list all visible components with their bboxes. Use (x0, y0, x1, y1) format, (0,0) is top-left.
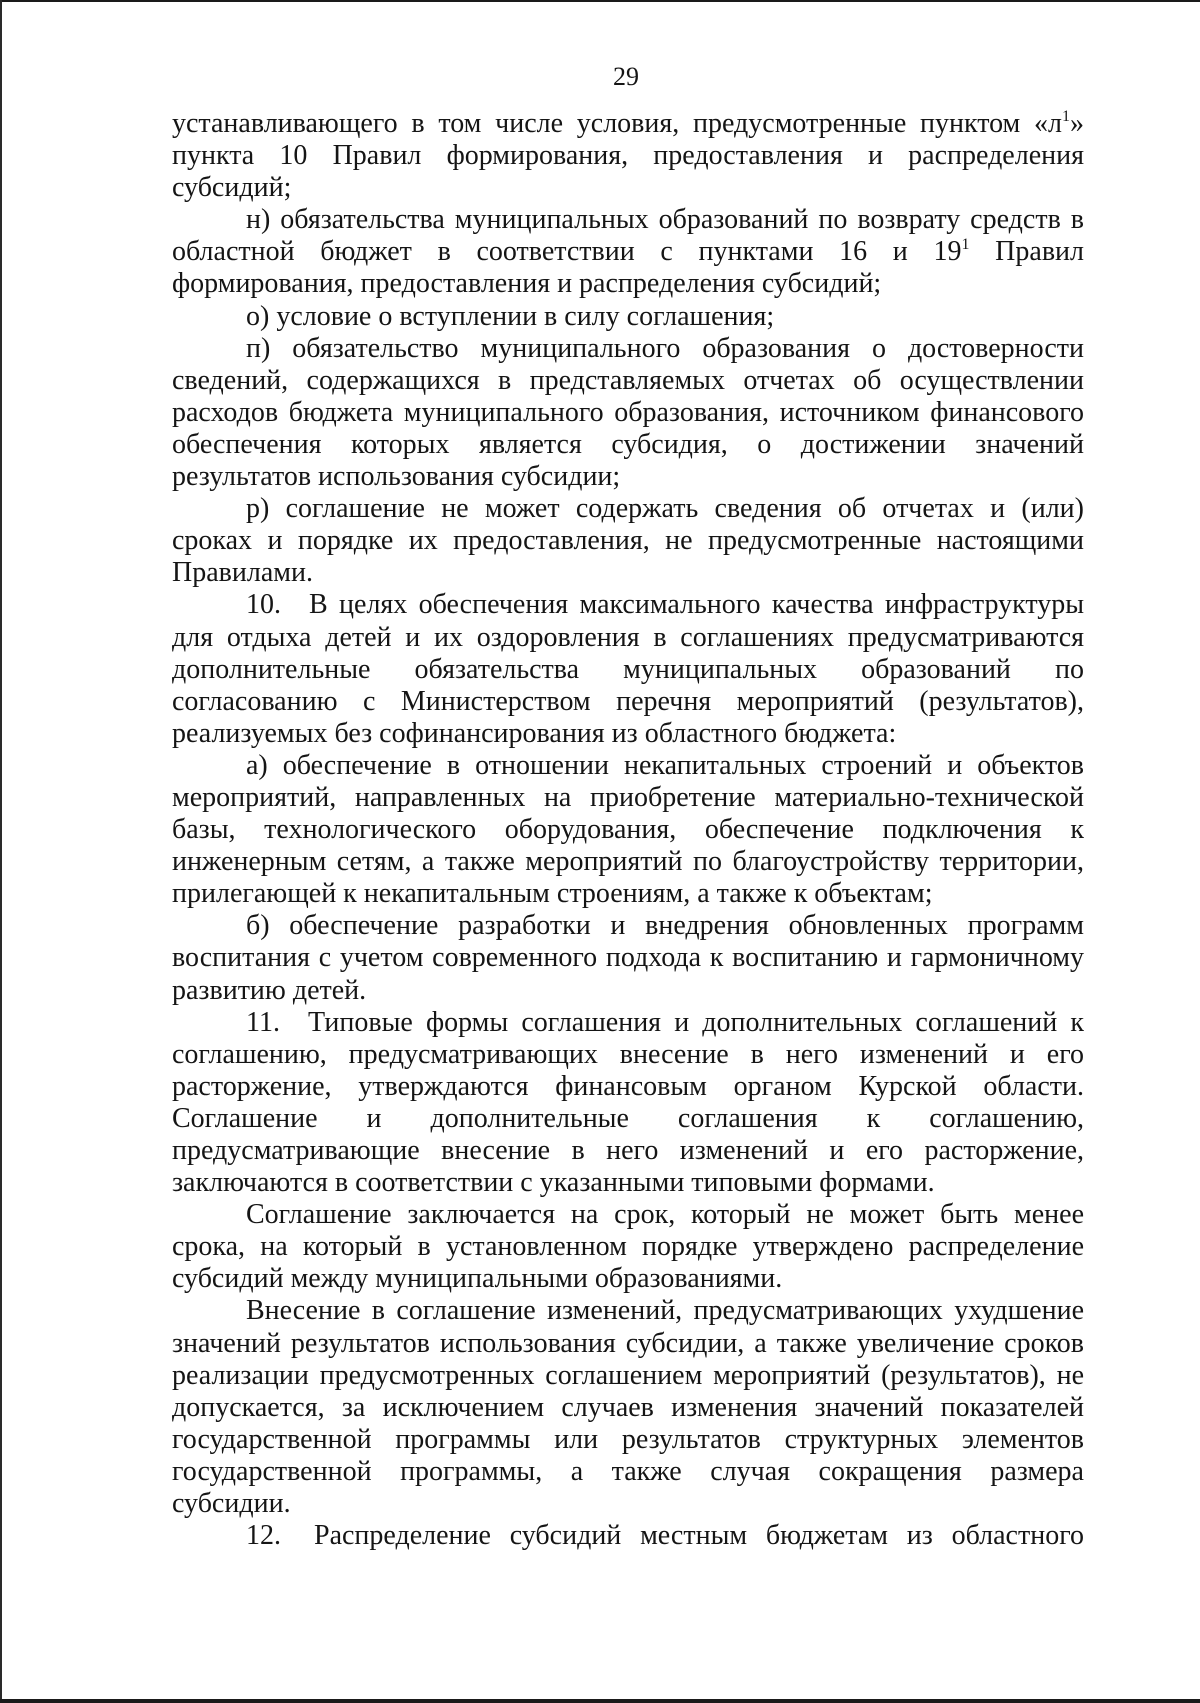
text-line: мероприятий, направленных на приобретение материально-технической (172, 781, 1084, 813)
text-line: воспитания с учетом современного подхода к воспитанию и гармоничному (172, 942, 1084, 974)
document-body (172, 108, 1084, 1552)
text-line: о) условие о вступлении в силу соглашения; (246, 300, 775, 332)
text-line: 12. Распределение субсидий местным бюджетам из областного (246, 1520, 1084, 1552)
clause-number: 12. (246, 1520, 281, 1552)
text-line: инженерным сетям, а также мероприятий по благоустройству территории, (172, 846, 1084, 878)
text-line: прилегающей к некапитальным строениям, а также к объектам; (172, 878, 933, 910)
text-line: 11. Типовые формы соглашения и дополнительных соглашений к (246, 1006, 1084, 1038)
text-line: н) обязательства муниципальных образований по возврату средств в (246, 204, 1084, 236)
text-line: развитию детей. (172, 974, 367, 1006)
text-line: реализации предусмотренных соглашением мероприятий (результатов), не (172, 1359, 1084, 1391)
clause-number: 10. (246, 589, 281, 621)
text-line: результатов использования субсидии; (172, 461, 621, 493)
text-line: заключаются в соответствии с указанными типовыми формами. (172, 1167, 935, 1199)
text-line: б) обеспечение разработки и внедрения обновленных программ (246, 910, 1084, 942)
text-line: срока, на который в установленном порядке утверждено распределение (172, 1231, 1084, 1263)
text-line: расходов бюджета муниципального образования, источником финансового (172, 396, 1084, 428)
text-line: реализуемых без софинансирования из областного бюджета: (172, 717, 897, 749)
text-line: пункта 10 Правил формирования, предоставления и распределения (172, 140, 1084, 172)
text-line: формирования, предоставления и распределения субсидий; (172, 268, 882, 300)
text-line: значений результатов использования субсидии, а также увеличение сроков (172, 1327, 1084, 1359)
text-line: Соглашение и дополнительные соглашения к соглашению, (172, 1102, 1084, 1134)
text-line: сроках и порядке их предоставления, не предусмотренные настоящими (172, 525, 1084, 557)
text-line: Правилами. (172, 557, 313, 589)
text-line: субсидий между муниципальными образованиями. (172, 1263, 783, 1295)
text-line: субсидии. (172, 1488, 291, 1520)
text-line: 10. В целях обеспечения максимального качества инфраструктуры (246, 589, 1084, 621)
text-line: соглашению, предусматривающих внесение в него изменений и его (172, 1038, 1084, 1070)
text-line: предусматривающие внесение в него изменений и его расторжение, (172, 1135, 1084, 1166)
text-line: Соглашение заключается на срок, который не может быть менее (246, 1199, 1084, 1231)
text-line: а) обеспечение в отношении некапитальных строений и объектов (246, 749, 1084, 781)
text-line: устанавливающего в том числе условия, предусмотренные пунктом «$л^1$» (172, 108, 1084, 139)
text-line: дополнительные обязательства муниципальных образований по (172, 653, 1084, 685)
text-line: обеспечения которых является субсидия, о достижении значений (172, 428, 1084, 460)
text-line: расторжение, утверждаются финансовым органом Курской области. (172, 1070, 1084, 1102)
text-line: государственной программы или результатов структурных элементов (172, 1423, 1084, 1455)
scan-bottom-edge (0, 1699, 1200, 1703)
text-line: субсидий; (172, 172, 292, 204)
text-line: согласованию с Министерством перечня мероприятий (результатов), (172, 685, 1084, 717)
clause-number: 11. (246, 1006, 280, 1038)
text-line: базы, технологического оборудования, обеспечение подключения к (172, 814, 1084, 846)
page-number: 29 (613, 62, 639, 91)
text-line: допускается, за исключением случаев изменения значений показателей (172, 1391, 1084, 1423)
text-line: для отдыха детей и их оздоровления в соглашениях предусматриваются (172, 621, 1084, 653)
text-line: сведений, содержащихся в представляемых отчетах об осуществлении (172, 364, 1084, 396)
text-line: государственной программы, а также случая сокращения размера (172, 1455, 1084, 1487)
scan-top-edge (0, 0, 1200, 2)
scan-left-edge (0, 0, 2, 1703)
text-line: Внесение в соглашение изменений, предусматривающих ухудшение (246, 1295, 1084, 1327)
text-line: п) обязательство муниципального образования о достоверности (246, 332, 1084, 364)
text-line: р) соглашение не может содержать сведения об отчетах и (или) (246, 493, 1084, 525)
text-line: областной бюджет в соответствии с пунктами 16 и $19^1$ Правил (172, 236, 1084, 268)
